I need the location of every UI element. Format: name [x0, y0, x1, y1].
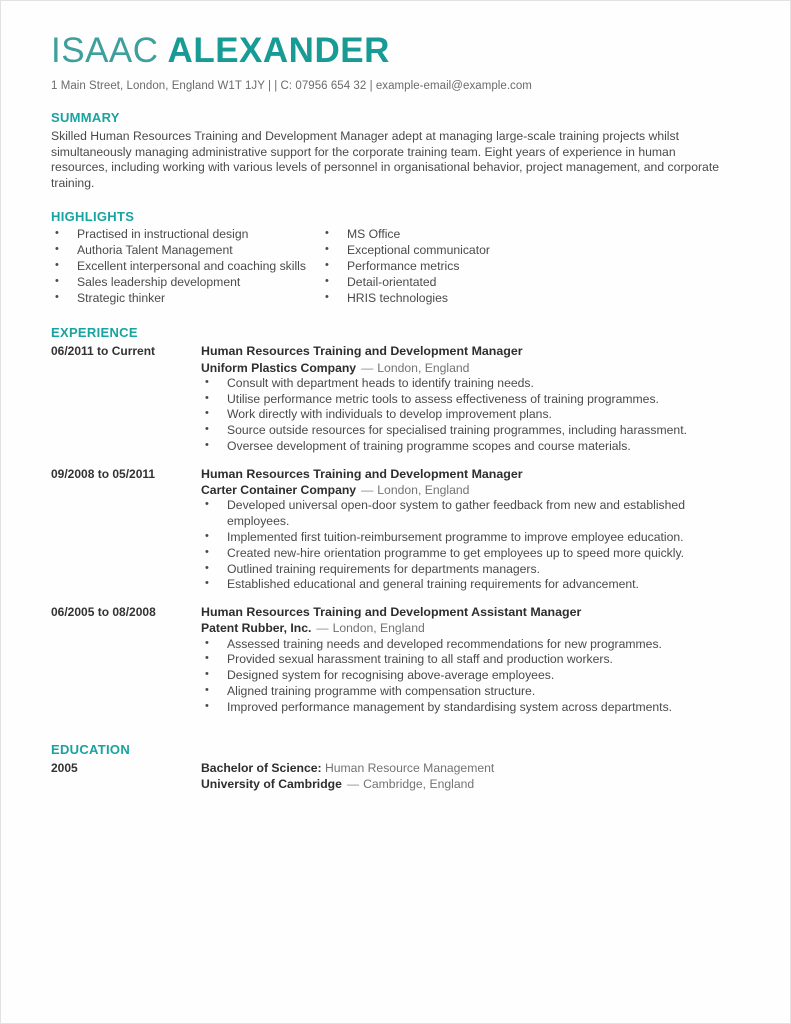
job-bullet: • Developed universal open-door system to gather feedback from new and established employees.	[201, 498, 743, 530]
education-heading: EDUCATION	[51, 741, 131, 757]
job-bullet: • Designed system for recognising above-average employees.	[201, 668, 743, 684]
list-item: • Detail-orientated	[321, 275, 551, 291]
resume-content	[51, 33, 743, 793]
job-bullet-list	[201, 376, 743, 455]
job-bullet: • Implemented first tuition-reimbursement programme to improve employee education.	[201, 530, 743, 546]
job-bullet: • Aligned training programme with compensation structure.	[201, 684, 743, 700]
job-body	[201, 466, 743, 593]
job-company: Carter Container Company	[201, 483, 357, 498]
job-bullet: • Provided sexual harassment training to all staff and production workers.	[201, 652, 743, 668]
job-bullet: • Utilise performance metric tools to assess effectiveness of training programmes.	[201, 392, 743, 408]
education-field: Human Resource Management	[321, 760, 495, 775]
summary-text: Skilled Human Resources Training and Development Manager adept at managing large-scale training projects whilst simultaneously managing administrative support for the corporate training team. Eight years of experience in human resources, including working with various levels of personnel in organisational behavior, project management, and corporate training.	[51, 128, 719, 191]
job-bullet-list	[201, 637, 743, 716]
separator-dash: —	[346, 777, 360, 792]
job-bullet: • Established educational and general training requirements for advancement.	[201, 577, 743, 593]
job-location: London, England	[377, 483, 470, 498]
experience-entry	[51, 466, 743, 593]
job-dates: 06/2011 to Current	[51, 344, 156, 359]
highlights-left-list	[51, 227, 321, 306]
experience-entry	[51, 604, 743, 716]
list-item: • Sales leadership development	[51, 275, 321, 291]
job-company-line	[201, 620, 743, 636]
separator-dash: —	[361, 483, 374, 498]
job-location: London, England	[377, 360, 470, 375]
candidate-name	[51, 33, 743, 70]
job-company-line	[201, 482, 743, 498]
job-bullet: • Consult with department heads to identify training needs.	[201, 376, 743, 392]
list-item: • Performance metrics	[321, 259, 551, 275]
job-body	[201, 343, 743, 455]
highlights-columns	[51, 227, 743, 306]
education-body	[201, 760, 743, 793]
job-dates: 06/2005 to 08/2008	[51, 605, 156, 620]
job-company: Uniform Plastics Company	[201, 360, 357, 375]
contact-line: 1 Main Street, London, England W1T 1JY | | C: 07956 654 32 | example-email@example.com	[51, 79, 532, 92]
experience-entry	[51, 343, 743, 455]
job-title: Human Resources Training and Development Assistant Manager	[201, 605, 582, 620]
job-body	[201, 604, 743, 716]
education-school: University of Cambridge	[201, 777, 342, 792]
list-item: • Excellent interpersonal and coaching skills	[51, 259, 321, 275]
job-company: Patent Rubber, Inc.	[201, 621, 312, 636]
list-item: • MS Office	[321, 227, 551, 243]
job-dates: 09/2008 to 05/2011	[51, 466, 156, 481]
list-item: • Exceptional communicator	[321, 243, 551, 259]
highlights-heading: HIGHLIGHTS	[51, 209, 135, 225]
first-name: ISAAC	[51, 31, 159, 70]
highlights-right-list	[321, 227, 551, 306]
job-title: Human Resources Training and Development Manager	[201, 344, 523, 359]
job-bullet: • Outlined training requirements for departments managers.	[201, 562, 743, 578]
job-company-line	[201, 360, 743, 376]
job-bullet: • Work directly with individuals to develop improvement plans.	[201, 407, 743, 423]
last-name: ALEXANDER	[167, 31, 390, 70]
education-school-line	[201, 776, 743, 792]
list-item: • Practised in instructional design	[51, 227, 321, 243]
separator-dash: —	[316, 621, 329, 636]
job-location: London, England	[332, 621, 425, 636]
job-title: Human Resources Training and Development Manager	[201, 466, 523, 481]
experience-heading: EXPERIENCE	[51, 325, 138, 341]
job-bullet-list	[201, 498, 743, 593]
education-year: 2005	[51, 760, 78, 775]
education-location: Cambridge, England	[363, 777, 475, 792]
experience-section	[51, 325, 743, 715]
job-bullet: • Assessed training needs and developed recommendations for new programmes.	[201, 637, 743, 653]
separator-dash: —	[361, 360, 374, 375]
job-bullet: • Oversee development of training programme scopes and course materials.	[201, 439, 743, 455]
summary-heading: SUMMARY	[51, 109, 120, 125]
education-entries	[51, 760, 743, 793]
list-item: • Strategic thinker	[51, 291, 321, 307]
list-item: • HRIS technologies	[321, 291, 551, 307]
experience-jobs	[51, 343, 743, 715]
list-item: • Authoria Talent Management	[51, 243, 321, 259]
job-bullet: • Improved performance management by standardising system across departments.	[201, 700, 743, 716]
education-entry	[51, 760, 743, 793]
job-bullet: • Source outside resources for specialised training programmes, including harassment.	[201, 423, 743, 439]
education-degree: Bachelor of Science:	[201, 760, 322, 775]
job-bullet: • Created new-hire orientation programme to get employees up to speed more quickly.	[201, 546, 743, 562]
education-degree-line	[201, 760, 743, 776]
summary-section	[51, 110, 743, 192]
education-section	[51, 742, 743, 793]
highlights-section	[51, 209, 743, 306]
